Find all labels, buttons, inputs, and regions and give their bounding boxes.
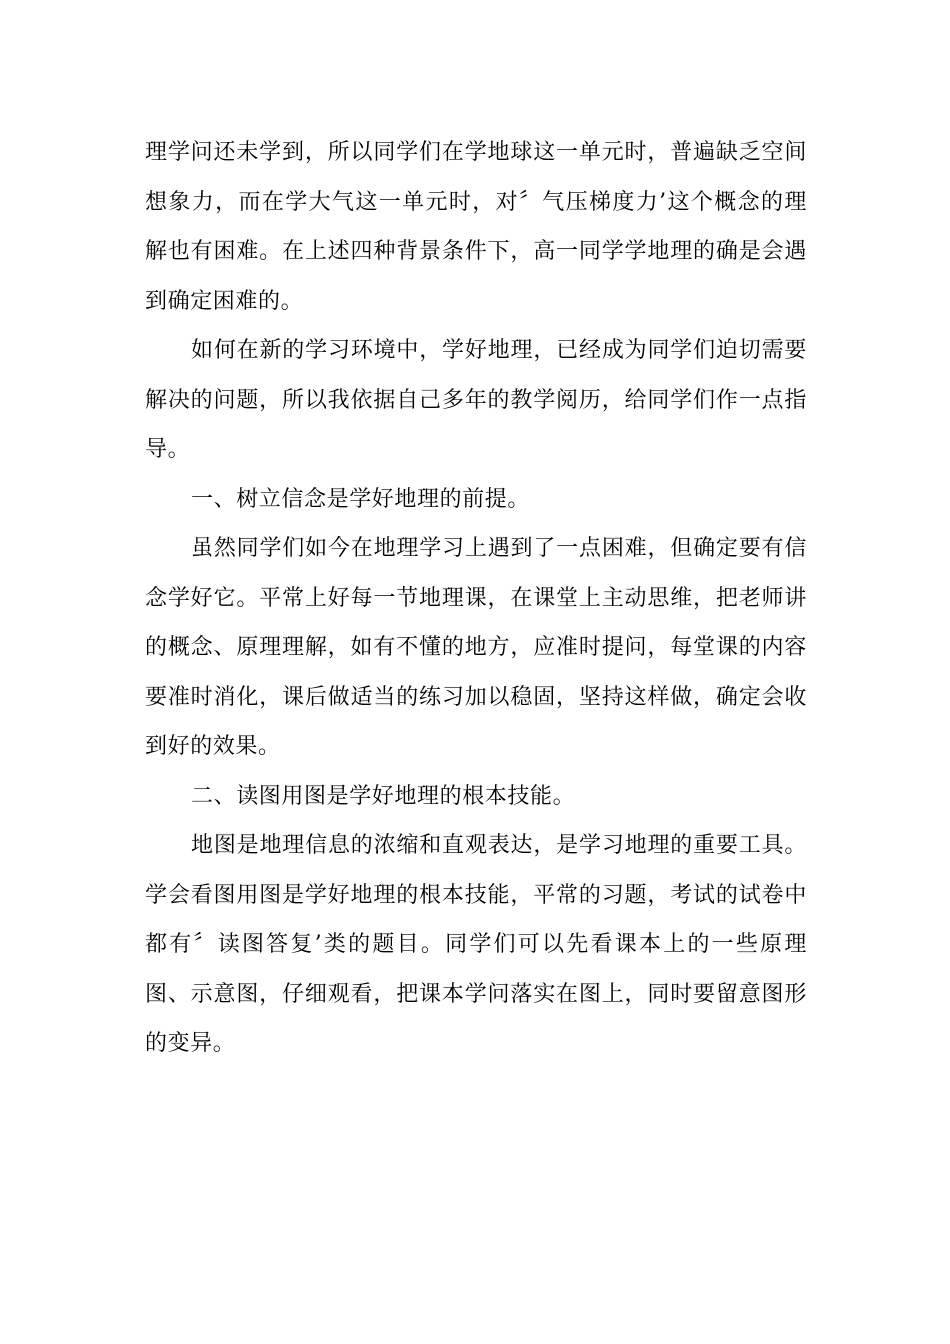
section-heading-confidence: 一、树立信念是学好地理的前提。 — [191, 486, 531, 512]
paragraph-how-to-learn: 如何在新的学习环境中，学好地理，已经成为同学们迫切需要解决的问题，所以我依据自己多年的教学阅历，给同学们作一点指导。 — [145, 338, 807, 462]
document-page — [145, 128, 807, 1069]
paragraph-continuation: 理学问还未学到，所以同学们在学地球这一单元时，普遍缺乏空间想象力，而在学大气这一单元时，对〞气压梯度力’这个概念的理解也有困难。在上述四种背景条件下，高一同学学地理的确是会遇到确定困难的。 — [145, 140, 807, 314]
section-heading-map-skills: 二、读图用图是学好地理的根本技能。 — [191, 783, 576, 809]
paragraph-map-skills: 地图是地理信息的浓缩和直观表达，是学习地理的重要工具。学会看图用图是学好地理的根本技能，平常的习题，考试的试卷中都有〞读图答复’类的题目。同学们可以先看课本上的一些原理图、示意图，仔细观看，把课本学问落实在图上，同时要留意图形的变异。 — [145, 833, 807, 1056]
paragraph-confidence: 虽然同学们如今在地理学习上遇到了一点困难，但确定要有信念学好它。平常上好每一节地理课，在课堂上主动思维，把老师讲的概念、原理理解，如有不懂的地方，应准时提问，每堂课的内容要准时消化，课后做适当的练习加以稳固，坚持这样做，确定会收到好的效果。 — [145, 536, 807, 759]
